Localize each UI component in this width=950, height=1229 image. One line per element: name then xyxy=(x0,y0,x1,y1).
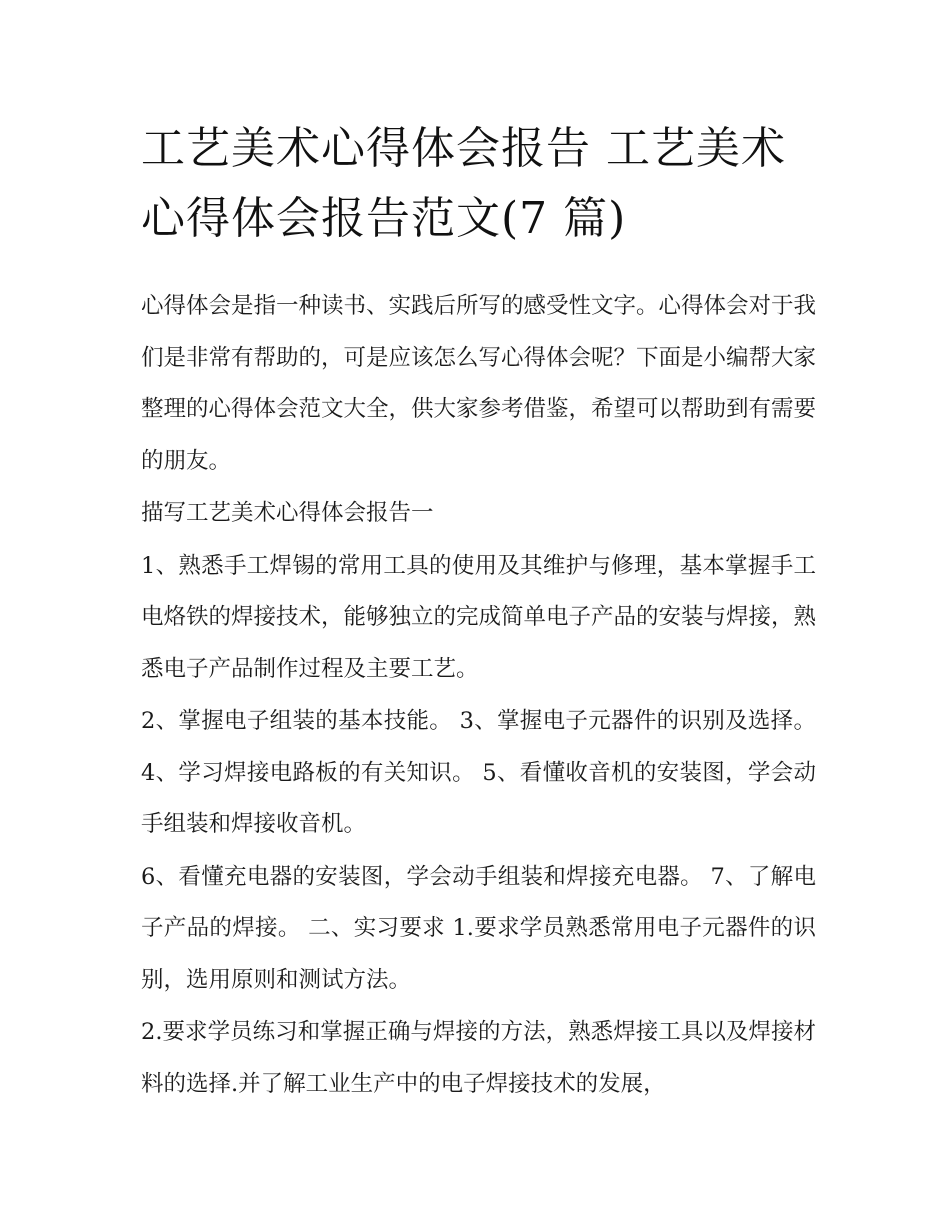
body-paragraph: 6、看懂充电器的安装图，学会动手组装和焊接充电器。 7、了解电子产品的焊接。 二、实习要求 1.要求学员熟悉常用电子元器件的识别，选用原则和测试方法。 xyxy=(141,863,816,993)
body-paragraph: 2.要求学员练习和掌握正确与焊接的方法，熟悉焊接工具以及焊接材料的选择.并了解工业生产中的电子焊接技术的发展， xyxy=(141,1019,816,1097)
intro-paragraph: 心得体会是指一种读书、实践后所写的感受性文字。心得体会对于我们是非常有帮助的，可是应该怎么写心得体会呢？下面是小编帮大家整理的心得体会范文大全，供大家参考借鉴，希望可以帮助到有需要的朋友。 xyxy=(141,293,817,474)
section-heading: 描写工艺美术心得体会报告一 xyxy=(141,500,434,526)
document-title: 工艺美术心得体会报告 工艺美术心得体会报告范文(7 篇) xyxy=(141,123,786,244)
body-paragraph: 1、熟悉手工焊锡的常用工具的使用及其维护与修理，基本掌握手工电烙铁的焊接技术，能够独立的完成简单电子产品的安装与焊接，熟悉电子产品制作过程及主要工艺。 xyxy=(141,552,817,682)
document-body xyxy=(141,281,816,1111)
body-paragraph: 2、掌握电子组装的基本技能。 3、掌握电子元器件的识别及选择。 4、学习焊接电路板的有关知识。 5、看懂收音机的安装图，学会动手组装和焊接收音机。 xyxy=(141,708,816,837)
